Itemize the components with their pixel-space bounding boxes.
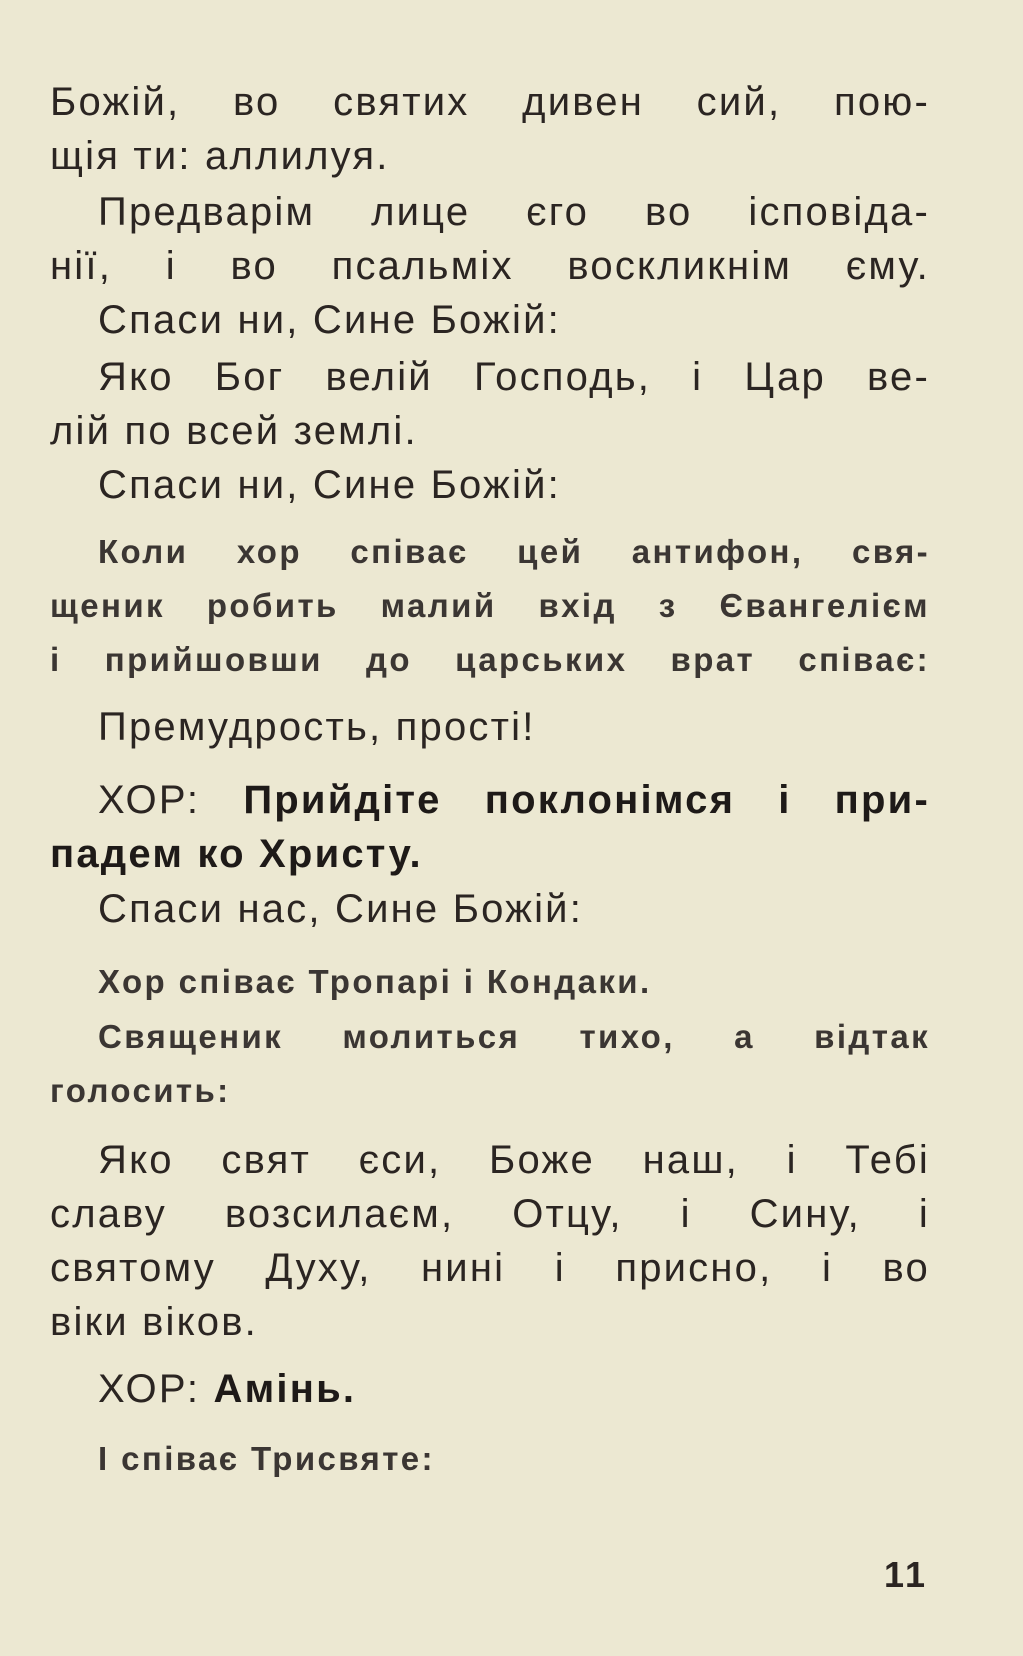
text-line: віки віков. bbox=[50, 1300, 258, 1344]
text-line: Спаси ни, Сине Божій: bbox=[98, 463, 561, 507]
text-line: нії, і во псальміх воскликнім єму. bbox=[50, 244, 930, 288]
response-line bbox=[50, 293, 978, 347]
rubric-paragraph bbox=[50, 525, 930, 687]
choir-response bbox=[50, 1362, 978, 1416]
text-line: славу возсилаєм, Отцу, і Сину, і bbox=[50, 1192, 930, 1236]
text-line: святому Духу, нині і присно, і во bbox=[50, 1246, 930, 1290]
text-line: Яко свят єси, Боже наш, і Тебі bbox=[98, 1138, 930, 1182]
choir-text: Прийдіте поклонімся і при- bbox=[243, 778, 930, 822]
text-line: Спаси ни, Сине Божій: bbox=[98, 298, 561, 342]
rubric-line: Священик молиться тихо, а відтак bbox=[98, 1018, 930, 1055]
rubric-line: і прийшовши до царських врат співає: bbox=[50, 641, 930, 678]
rubric-paragraph bbox=[50, 1010, 930, 1118]
text-line: Предварім лице єго во ісповіда- bbox=[98, 190, 930, 234]
response-line bbox=[50, 458, 978, 512]
rubric-line: щеник робить малий вхід з Євангелієм bbox=[50, 587, 930, 624]
choir-text: Амінь. bbox=[213, 1367, 357, 1411]
rubric-line: І співає Трисвяте: bbox=[98, 1440, 435, 1477]
choir-text: падем ко Христу. bbox=[50, 832, 423, 876]
text-paragraph bbox=[50, 1133, 930, 1349]
speaker-label: ХОР: bbox=[98, 778, 201, 822]
speaker-label: ХОР: bbox=[98, 1367, 201, 1411]
text-paragraph bbox=[50, 700, 978, 754]
text-line: лій по всей землі. bbox=[50, 409, 418, 453]
rubric-line: Хор співає Тропарі і Кондаки. bbox=[98, 963, 652, 1000]
choir-response bbox=[50, 773, 930, 881]
text-line bbox=[98, 1362, 978, 1416]
text-line: щія ти: аллилуя. bbox=[50, 134, 390, 178]
text-line: Яко Бог велій Господь, і Цар ве- bbox=[98, 355, 930, 399]
response-line bbox=[50, 882, 978, 936]
text-line: Спаси нас, Сине Божій: bbox=[98, 887, 584, 931]
text-line bbox=[50, 773, 930, 827]
rubric-paragraph bbox=[50, 955, 978, 1009]
rubric-line: Коли хор співає цей антифон, свя- bbox=[98, 533, 930, 570]
rubric-line: голосить: bbox=[50, 1072, 231, 1109]
text-paragraph bbox=[50, 75, 930, 183]
text-paragraph bbox=[50, 350, 930, 458]
text-line: Божій, во святих дивен сий, пою- bbox=[50, 80, 930, 124]
text-paragraph bbox=[50, 185, 930, 293]
page-number: 11 bbox=[884, 1554, 929, 1595]
text-line: Премудрость, прості! bbox=[98, 705, 536, 749]
rubric-paragraph bbox=[50, 1432, 978, 1486]
